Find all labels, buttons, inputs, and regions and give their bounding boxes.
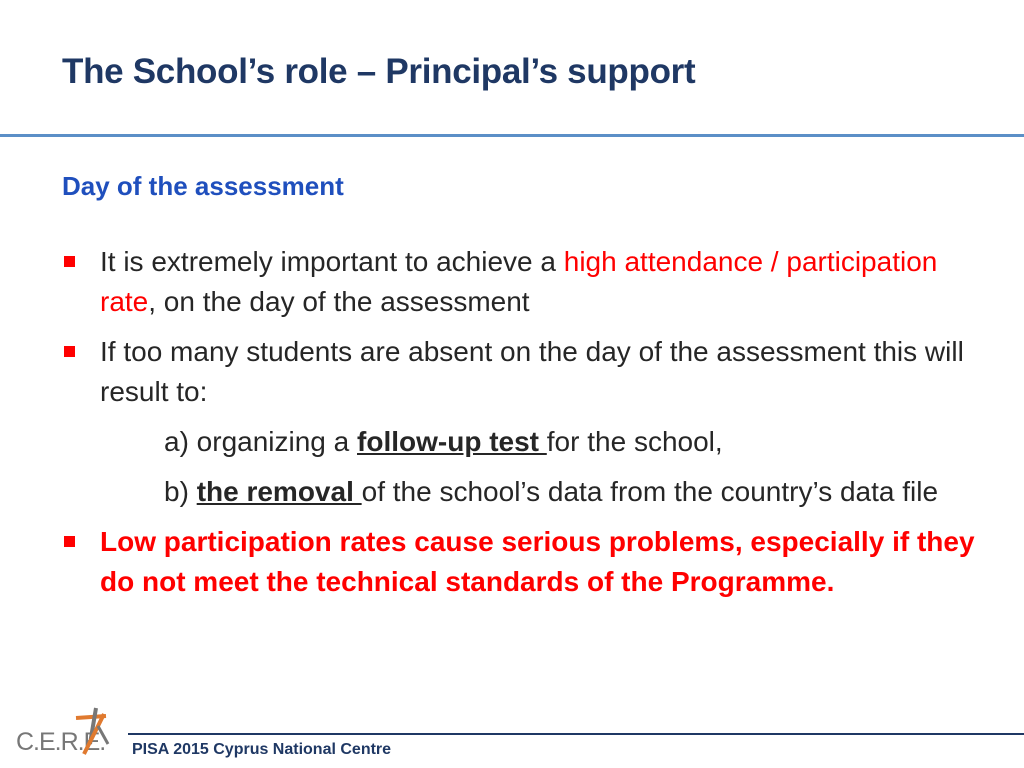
bullet-attendance-highlight: high attendance / participation rate xyxy=(100,246,938,317)
bullet-attendance-text-b: , on the day of the assessment xyxy=(148,286,530,317)
bullet-attendance xyxy=(62,242,992,322)
footer-divider xyxy=(128,733,1024,735)
sub-item-follow-up-prefix: a) organizing a xyxy=(164,426,358,457)
sub-item-removal-suffix: of the school’s data from the country’s data file xyxy=(361,476,939,507)
logo-text: C.E.R.E. xyxy=(16,728,106,756)
title-divider xyxy=(0,134,1024,137)
slide-title: The School’s role – Principal’s support xyxy=(62,52,696,91)
sub-item-follow-up-suffix: for the school, xyxy=(546,426,723,457)
bullet-absent-text: If too many students are absent on the day of the assessment this will result to: xyxy=(100,336,964,407)
footer-label: PISA 2015 Cyprus National Centre xyxy=(132,741,392,758)
bullet-attendance-text-a: It is extremely important to achieve a xyxy=(100,246,564,277)
sub-item-follow-up-emphasis: follow-up test xyxy=(357,426,547,457)
square-bullet-icon xyxy=(64,536,75,547)
logo-mark-icon xyxy=(16,704,116,764)
sub-item-removal xyxy=(62,472,992,512)
sub-item-follow-up xyxy=(62,422,992,462)
bullet-low-participation xyxy=(62,522,992,602)
bullet-absent xyxy=(62,332,992,412)
bullet-list xyxy=(62,242,992,612)
square-bullet-icon xyxy=(64,256,75,267)
bullet-low-participation-text: Low participation rates cause serious problems, especially if they do not meet the technical standards of the Programme. xyxy=(100,526,975,597)
section-subtitle: Day of the assessment xyxy=(62,171,344,201)
square-bullet-icon xyxy=(64,346,75,357)
cere-logo-icon xyxy=(16,704,116,764)
sub-item-removal-prefix: b) xyxy=(164,476,197,507)
sub-item-removal-emphasis: the removal xyxy=(196,476,362,507)
